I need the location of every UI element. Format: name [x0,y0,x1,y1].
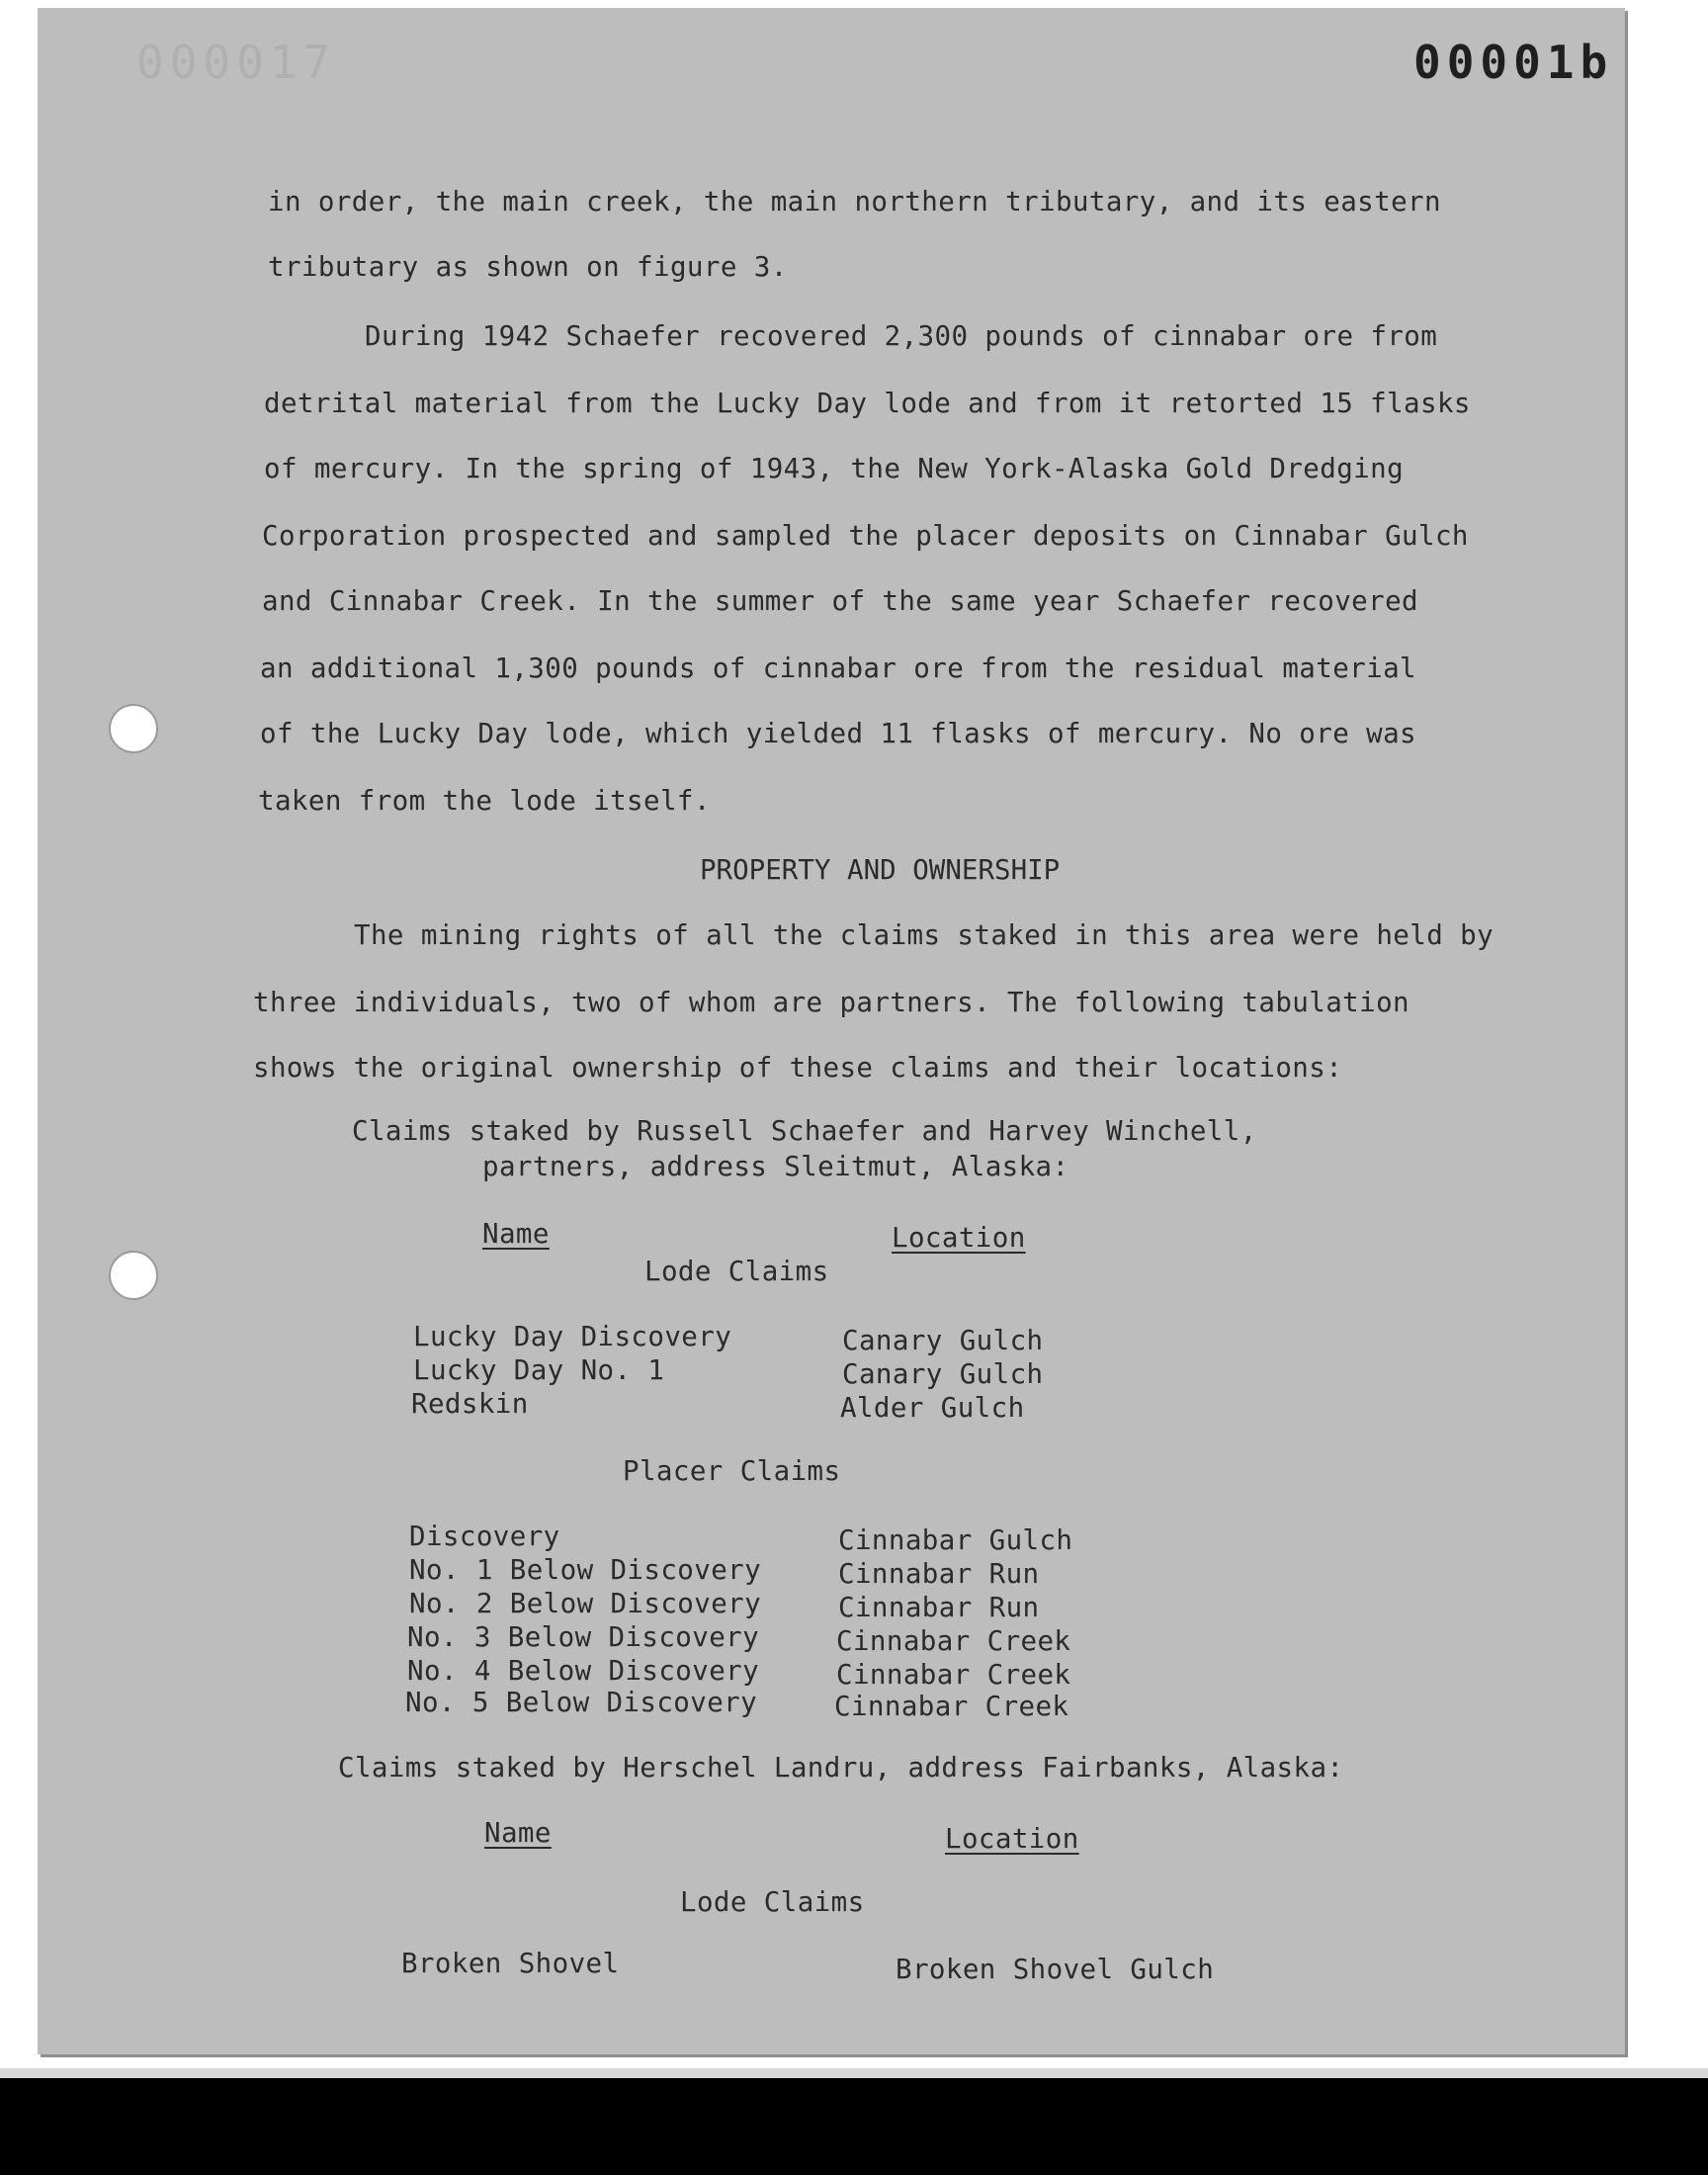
text-line: and Cinnabar Creek. In the summer of the same year Schaefer recovered [262,585,1418,617]
lode-claims-heading: Lode Claims [644,1256,829,1287]
section-heading: PROPERTY AND OWNERSHIP [700,854,1061,886]
scan-edge [0,2068,1708,2078]
claim-name: Redskin [411,1388,529,1420]
ghost-page-number: 000017 [136,36,337,89]
claim-location: Cinnabar Run [838,1592,1040,1623]
column-header-location: Location [892,1222,1026,1254]
claims-owner-address: partners, address Sleitmut, Alaska: [482,1151,1069,1182]
text-line: in order, the main creek, the main northern tributary, and its eastern [268,186,1441,218]
claim-location: Alder Gulch [840,1392,1025,1424]
text-line: taken from the lode itself. [258,785,711,817]
claim-name: Discovery [409,1521,560,1552]
claim-location: Cinnabar Creek [836,1659,1071,1691]
text-line: Corporation prospected and sampled the placer deposits on Cinnabar Gulch [262,520,1469,552]
text-line: an additional 1,300 pounds of cinnabar ore from the residual material [260,652,1416,684]
claim-name: Lucky Day No. 1 [413,1354,665,1386]
claim-location: Cinnabar Run [838,1558,1040,1590]
punch-hole [109,704,158,753]
claim-name: No. 4 Below Discovery [407,1655,760,1687]
text-line: During 1942 Schaefer recovered 2,300 pounds of cinnabar ore from [365,320,1438,352]
claims-owner-line: Claims staked by Russell Schaefer and Harvey Winchell, [352,1115,1257,1147]
document-page [38,8,1625,2054]
claim-location: Cinnabar Creek [834,1691,1069,1722]
text-line: of the Lucky Day lode, which yielded 11 flasks of mercury. No ore was [260,718,1416,749]
placer-claims-heading: Placer Claims [623,1455,841,1487]
claim-location: Broken Shovel Gulch [896,1954,1215,1985]
claim-name: No. 3 Below Discovery [407,1621,760,1653]
scan-border [0,2078,1708,2175]
text-line: three individuals, two of whom are partners. The following tabulation [253,987,1409,1018]
text-line: detrital material from the Lucky Day lode and from it retorted 15 flasks [264,388,1471,419]
claim-location: Canary Gulch [842,1325,1044,1356]
column-header-name: Name [484,1817,552,1849]
claim-name: Broken Shovel [401,1948,620,1979]
claim-location: Canary Gulch [842,1358,1044,1390]
text-line: tributary as shown on figure 3. [268,251,788,283]
claim-name: Lucky Day Discovery [413,1321,732,1352]
text-line: shows the original ownership of these claims and their locations: [253,1052,1343,1084]
claim-name: No. 2 Below Discovery [409,1588,762,1619]
claim-name: No. 5 Below Discovery [405,1687,758,1718]
claim-location: Cinnabar Creek [836,1625,1071,1657]
claim-name: No. 1 Below Discovery [409,1554,762,1586]
page-number: 00001b [1413,36,1614,89]
text-line: The mining rights of all the claims staked in this area were held by [354,919,1494,951]
lode-claims-heading: Lode Claims [680,1886,865,1918]
text-line: of mercury. In the spring of 1943, the New York-Alaska Gold Dredging [264,453,1405,484]
column-header-location: Location [945,1823,1079,1855]
punch-hole [109,1251,158,1300]
claims-owner-line: Claims staked by Herschel Landru, address Fairbanks, Alaska: [338,1752,1344,1784]
claim-location: Cinnabar Gulch [838,1524,1073,1556]
column-header-name: Name [482,1218,550,1250]
